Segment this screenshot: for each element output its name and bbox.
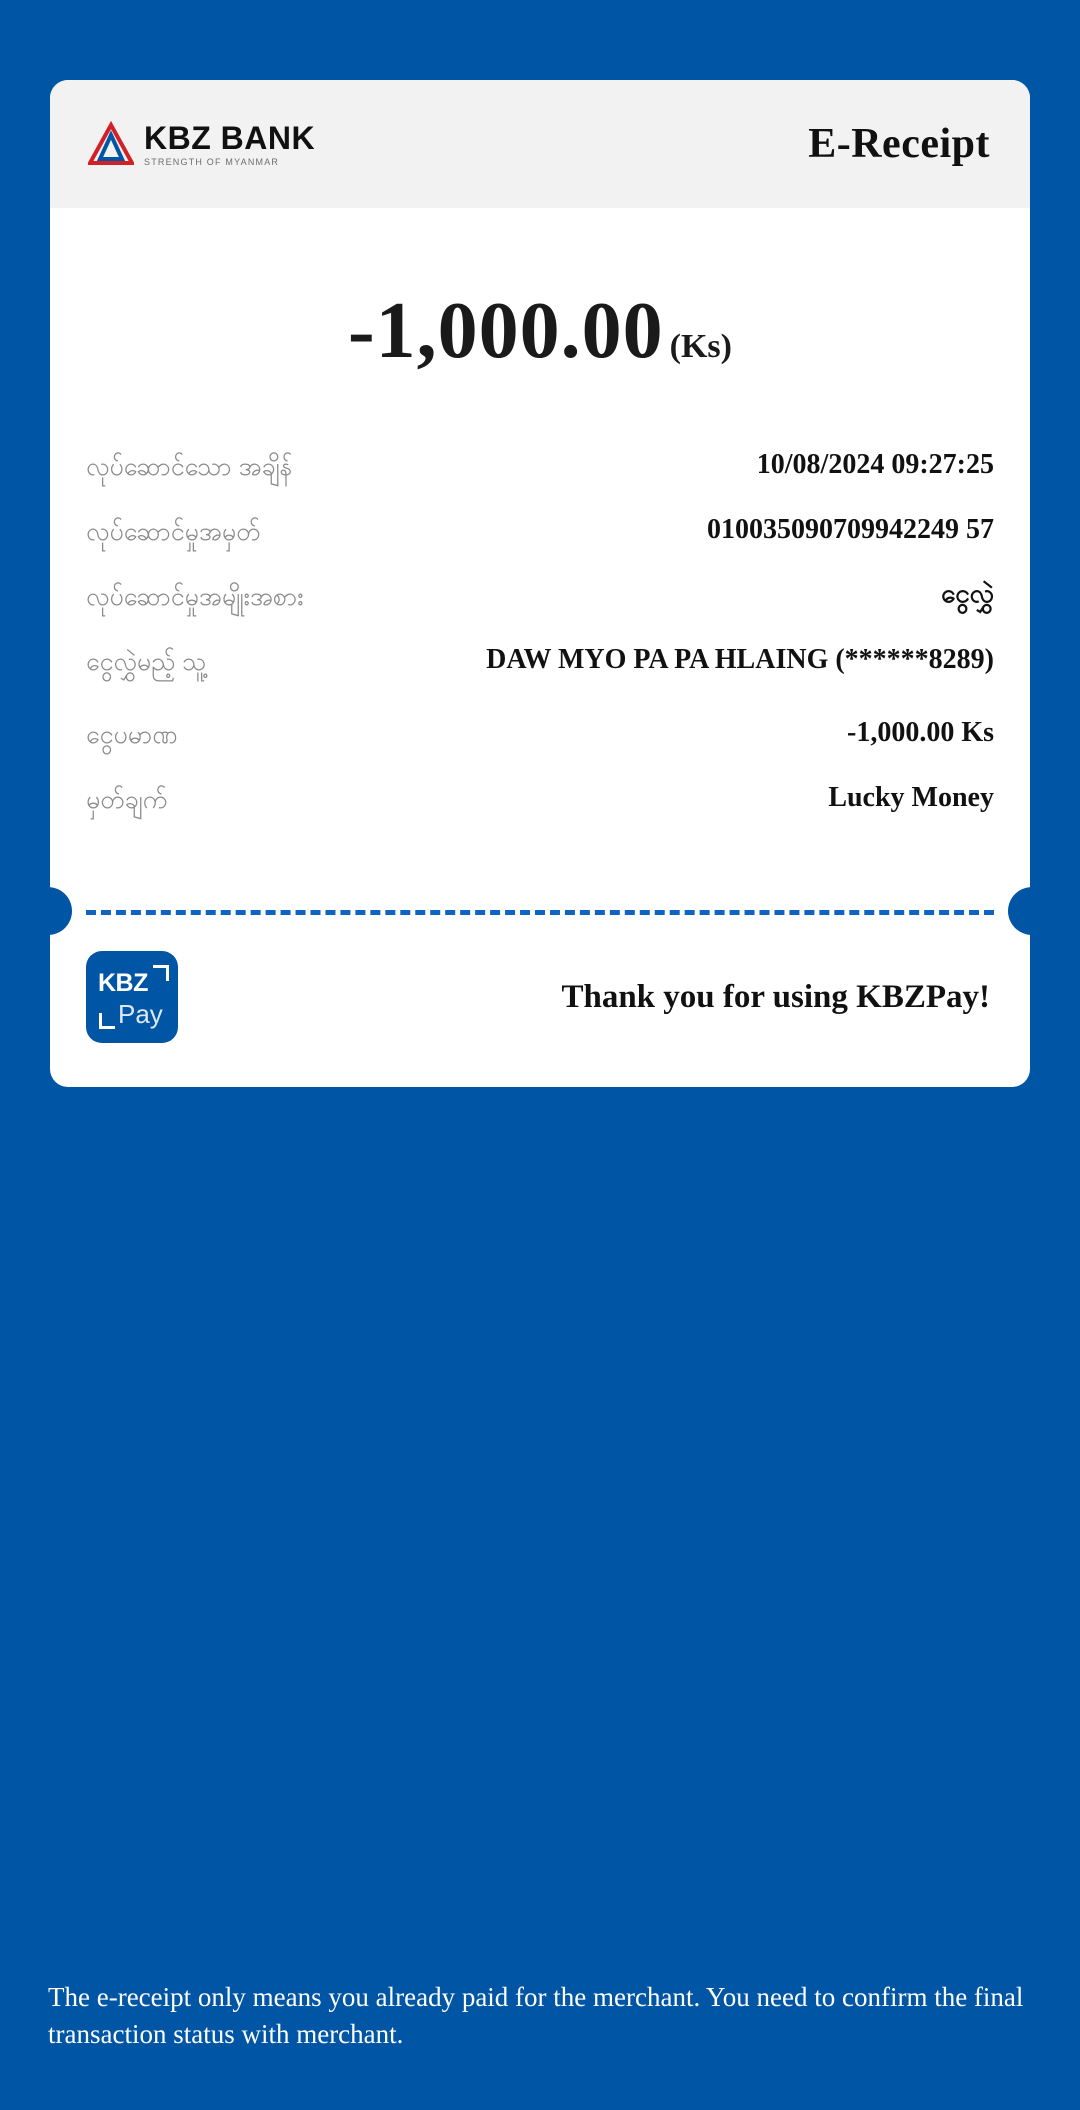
detail-label-receiver: ငွေလွှဲမည့် သူ့: [86, 648, 207, 676]
detail-label-transaction-id: လုပ်ဆောင်မှုအမှတ်: [86, 518, 261, 546]
kbzpay-logo-pay: Pay: [118, 999, 163, 1029]
receipt-header: [50, 80, 1030, 208]
detail-value-amount: -1,000.00 Ks: [847, 717, 994, 748]
notch-left: [50, 887, 72, 935]
page-title: E-Receipt: [808, 121, 990, 167]
disclaimer-text: The e-receipt only means you already paid for the merchant. You need to confirm the final transaction status with merchant.: [48, 1982, 1024, 2049]
detail-value-note: Lucky Money: [828, 782, 994, 813]
dashed-line: [86, 910, 994, 915]
detail-row: [86, 780, 994, 821]
corner-bracket-top-right-icon: [153, 965, 169, 981]
bank-name: KBZ BANK: [144, 119, 316, 156]
amount-value: -1,000.00: [348, 287, 664, 375]
amount-block: [50, 208, 1030, 417]
detail-list: [50, 417, 1030, 855]
detail-label-amount: ငွေပမာဏ: [86, 721, 178, 749]
detail-row: [86, 512, 994, 553]
detail-label-note: မှတ်ချက်: [86, 786, 168, 814]
bank-tagline: STRENGTH OF MYANMAR: [144, 156, 280, 167]
detail-label-transaction-type: လုပ်ဆောင်မှုအမျိုးအစား: [86, 583, 304, 611]
notch-right: [1008, 887, 1030, 935]
detail-row: [86, 447, 994, 488]
detail-row: [86, 642, 994, 683]
kbz-triangle-icon: [88, 121, 134, 167]
amount-currency: (Ks): [669, 328, 732, 365]
detail-row: [86, 577, 994, 618]
kbzpay-logo-kbz: KBZ: [98, 969, 148, 997]
receipt-card: [50, 80, 1030, 1087]
thank-you-message: Thank you for using KBZPay!: [561, 978, 990, 1015]
detail-row: [86, 715, 994, 756]
perforation-divider: [50, 881, 1030, 941]
corner-bracket-bottom-left-icon: [99, 1013, 115, 1029]
kbz-bank-logo: [88, 121, 315, 167]
kbzpay-logo-icon: [86, 951, 178, 1043]
receipt-footer: [50, 941, 1030, 1087]
detail-label-time: လုပ်ဆောင်သော အချိန်: [86, 453, 293, 481]
detail-value-transaction-id: 010035090709942249 57: [707, 514, 994, 545]
detail-value-transaction-type: ငွေလွှဲ: [941, 578, 994, 608]
detail-value-time: 10/08/2024 09:27:25: [756, 449, 994, 480]
detail-value-receiver: DAW MYO PA PA HLAING (******8289): [486, 644, 994, 675]
